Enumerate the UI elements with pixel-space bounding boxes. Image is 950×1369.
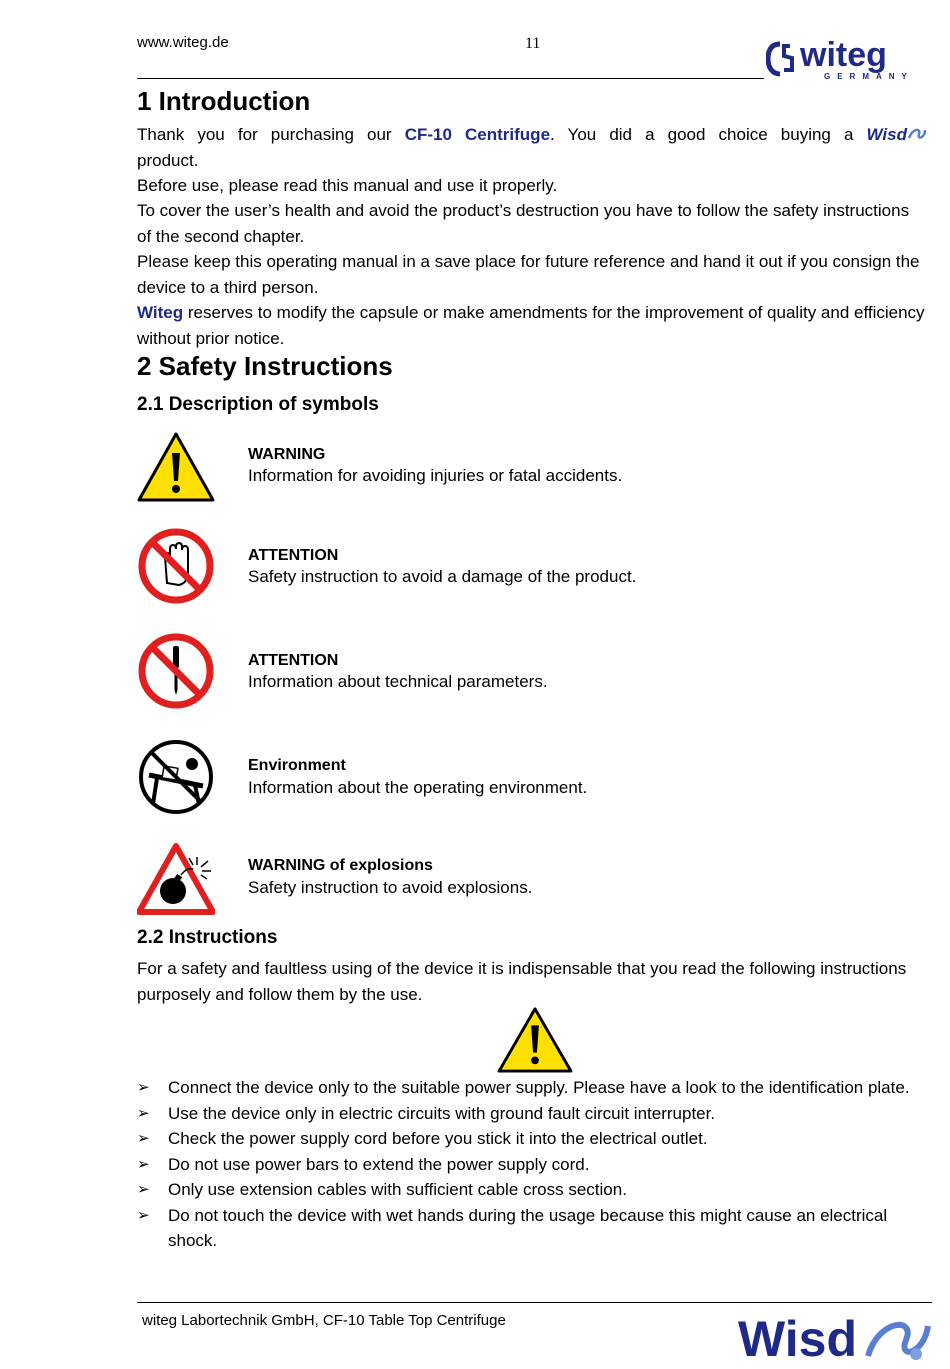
arrow-bullet-icon: ➢ <box>137 1079 150 1096</box>
list-item: ➢ Only use extension cables with sufficient cable cross section. <box>137 1177 927 1203</box>
warning-triangle-icon <box>496 1006 574 1074</box>
no-hand-icon <box>137 527 215 605</box>
instruction-list <box>137 1075 927 1254</box>
list-item: ➢ Do not use power bars to extend the power supply cord. <box>137 1152 927 1178</box>
svg-text:Wisd: Wisd <box>738 1311 857 1365</box>
footer-rule <box>137 1302 932 1303</box>
list-item: ➢ Do not touch the device with wet hands during the usage because this might cause an electrical shock. <box>137 1203 927 1254</box>
wisd-swirl-icon <box>907 126 927 142</box>
arrow-bullet-icon: ➢ <box>137 1155 150 1173</box>
intro-heading: 1 Introduction <box>137 86 311 116</box>
product-name: CF-10 Centrifuge <box>404 125 551 144</box>
warning-triangle-icon <box>137 428 215 506</box>
symbol-title-attention-1: ATTENTION <box>248 547 339 564</box>
arrow-bullet-icon: ➢ <box>137 1181 150 1198</box>
instructions-subheading: 2.2 Instructions <box>137 927 278 948</box>
symbol-desc-attention-2: Information about technical parameters. <box>248 672 548 691</box>
intro-paragraph-1: Thank you for purchasing our CF-10 Centrifuge. You did a good choice buying a Wisd product. <box>137 122 927 173</box>
symbol-desc-environment: Information about the operating environment. <box>248 778 588 797</box>
safety-heading: 2 Safety Instructions <box>137 351 393 381</box>
environment-table-icon <box>137 738 215 816</box>
symbol-title-environment: Environment <box>248 757 346 774</box>
list-item: ➢ Check the power supply cord before you stick it into the electrical outlet. <box>137 1126 927 1152</box>
intro-paragraph-5: Witeg reserves to modify the capsule or make amendments for the improvement of quality and efficiency without prior notice. <box>137 303 925 348</box>
svg-text:witeg: witeg <box>800 38 887 74</box>
witeg-inline: Witeg <box>137 303 184 322</box>
svg-text:GERMANY: GERMANY <box>824 72 914 80</box>
arrow-bullet-icon: ➢ <box>137 1130 150 1147</box>
header-url: www.witeg.de <box>137 34 229 51</box>
symbol-desc-warning: Information for avoiding injuries or fatal accidents. <box>248 466 623 485</box>
symbol-title-attention-2: ATTENTION <box>248 652 339 669</box>
intro-paragraph-3: To cover the user’s health and avoid the product’s destruction you have to follow the safety instructions of the second chapter. <box>137 201 910 246</box>
witeg-logo <box>766 38 931 80</box>
arrow-bullet-icon: ➢ <box>137 1206 150 1224</box>
header-rule <box>137 78 764 79</box>
symbol-title-explosion: WARNING of explosions <box>248 857 433 874</box>
symbol-title-warning: WARNING <box>248 446 326 463</box>
page-number: 11 <box>525 35 541 52</box>
wisd-logo <box>738 1310 933 1365</box>
arrow-bullet-icon: ➢ <box>137 1104 150 1122</box>
symbol-desc-explosion: Safety instruction to avoid explosions. <box>248 878 533 897</box>
symbols-subheading: 2.1 Description of symbols <box>137 394 379 415</box>
intro-paragraph-2: Before use, please read this manual and use it properly. <box>137 176 558 195</box>
list-item: ➢ Connect the device only to the suitable power supply. Please have a look to the identification plate. <box>137 1075 927 1101</box>
wisd-inline-logo: Wisd <box>866 125 907 144</box>
instructions-intro: For a safety and faultless using of the device it is indispensable that you read the following instructions purposely and follow them by the use. <box>137 959 907 1004</box>
no-screwdriver-icon <box>137 632 215 710</box>
explosion-warning-icon <box>137 840 215 918</box>
symbol-desc-attention-1: Safety instruction to avoid a damage of the product. <box>248 567 637 586</box>
footer-text: witeg Labortechnik GmbH, CF-10 Table Top Centrifuge <box>142 1312 506 1329</box>
intro-paragraph-4: Please keep this operating manual in a save place for future reference and hand it out if you consign the device to a third person. <box>137 252 920 297</box>
list-item: ➢ Use the device only in electric circuits with ground fault circuit interrupter. <box>137 1101 927 1127</box>
